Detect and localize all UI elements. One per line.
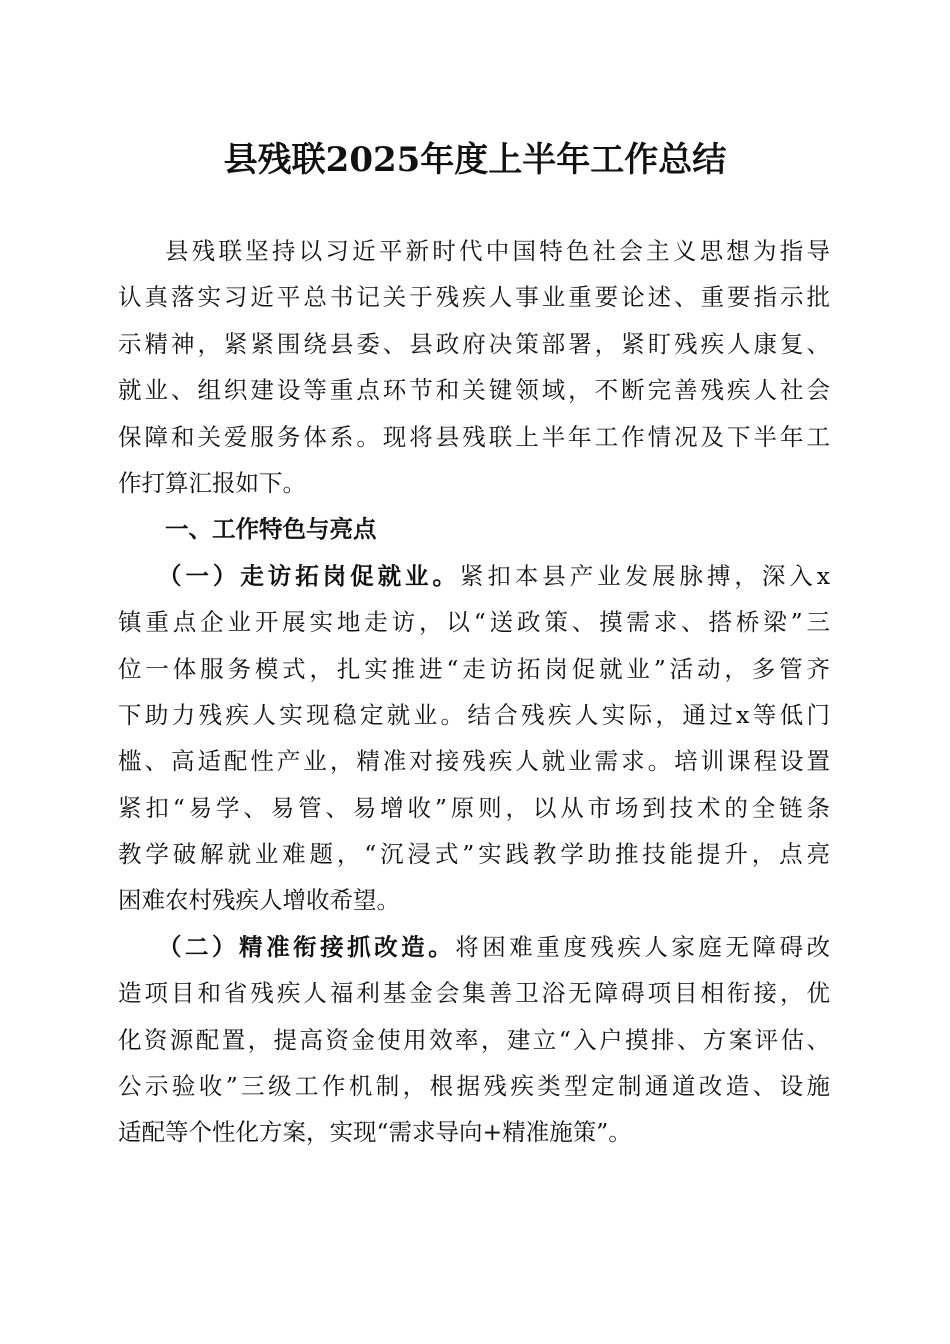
item1-line: 位一体服务模式，扎实推进“走访拓岗促就业”活动，多管齐 [118, 654, 830, 683]
item1-line: 下助力残疾人实现稳定就业。结合残疾人实际，通过x等低门 [118, 700, 830, 729]
document-title: 县残联2025年度上半年工作总结 [223, 140, 727, 180]
intro-line: 就业、组织建设等重点环节和关键领域，不断完善残疾人社会 [118, 376, 830, 405]
item2-line: 公示验收”三级工作机制，根据残疾类型定制通道改造、设施 [118, 1072, 830, 1101]
intro-line: 保障和关爱服务体系。现将县残联上半年工作情况及下半年工 [118, 422, 830, 451]
document-body [118, 228, 830, 1156]
item1-line: 困难农村残疾人增收希望。 [118, 886, 400, 915]
item1-first-rest: 紧扣本县产业发展脉搏，深入x [459, 561, 830, 590]
intro-line: 认真落实习近平总书记关于残疾人事业重要论述、重要指示批 [118, 283, 830, 312]
item2-line: 造项目和省残疾人福利基金会集善卫浴无障碍项目相衔接，优 [118, 979, 830, 1008]
intro-line: 县残联坚持以习近平新时代中国特色社会主义思想为指导 [165, 237, 830, 265]
item1-heading: （一）走访拓岗促就业。 [158, 561, 460, 590]
item2-first-rest: 将困难重度残疾人家庭无障碍改 [455, 932, 831, 961]
item2-heading: （二）精准衔接抓改造。 [158, 932, 456, 961]
intro-line: 示精神，紧紧围绕县委、县政府决策部署，紧盯残疾人康复、 [118, 329, 830, 358]
item1-line: 紧扣“易学、易管、易增收”原则，以从市场到技术的全链条 [118, 793, 830, 822]
section-heading: 一、工作特色与亮点 [165, 515, 377, 544]
item2-first-line [118, 924, 830, 970]
item1-first-line [118, 553, 830, 599]
intro-line: 作打算汇报如下。 [118, 468, 306, 497]
item2-line: 化资源配置，提高资金使用效率，建立“入户摸排、方案评估、 [118, 1025, 830, 1054]
item1-line: 镇重点企业开展实地走访，以“送政策、摸需求、搭桥梁”三 [118, 608, 830, 637]
item2-line: 适配等个性化方案，实现“需求导向+精准施策”。 [118, 1118, 632, 1147]
item1-line: 槛、高适配性产业，精准对接残疾人就业需求。培训课程设置 [118, 747, 830, 776]
item1-line: 教学破解就业难题，“沉浸式”实践教学助推技能提升，点亮 [118, 840, 830, 869]
